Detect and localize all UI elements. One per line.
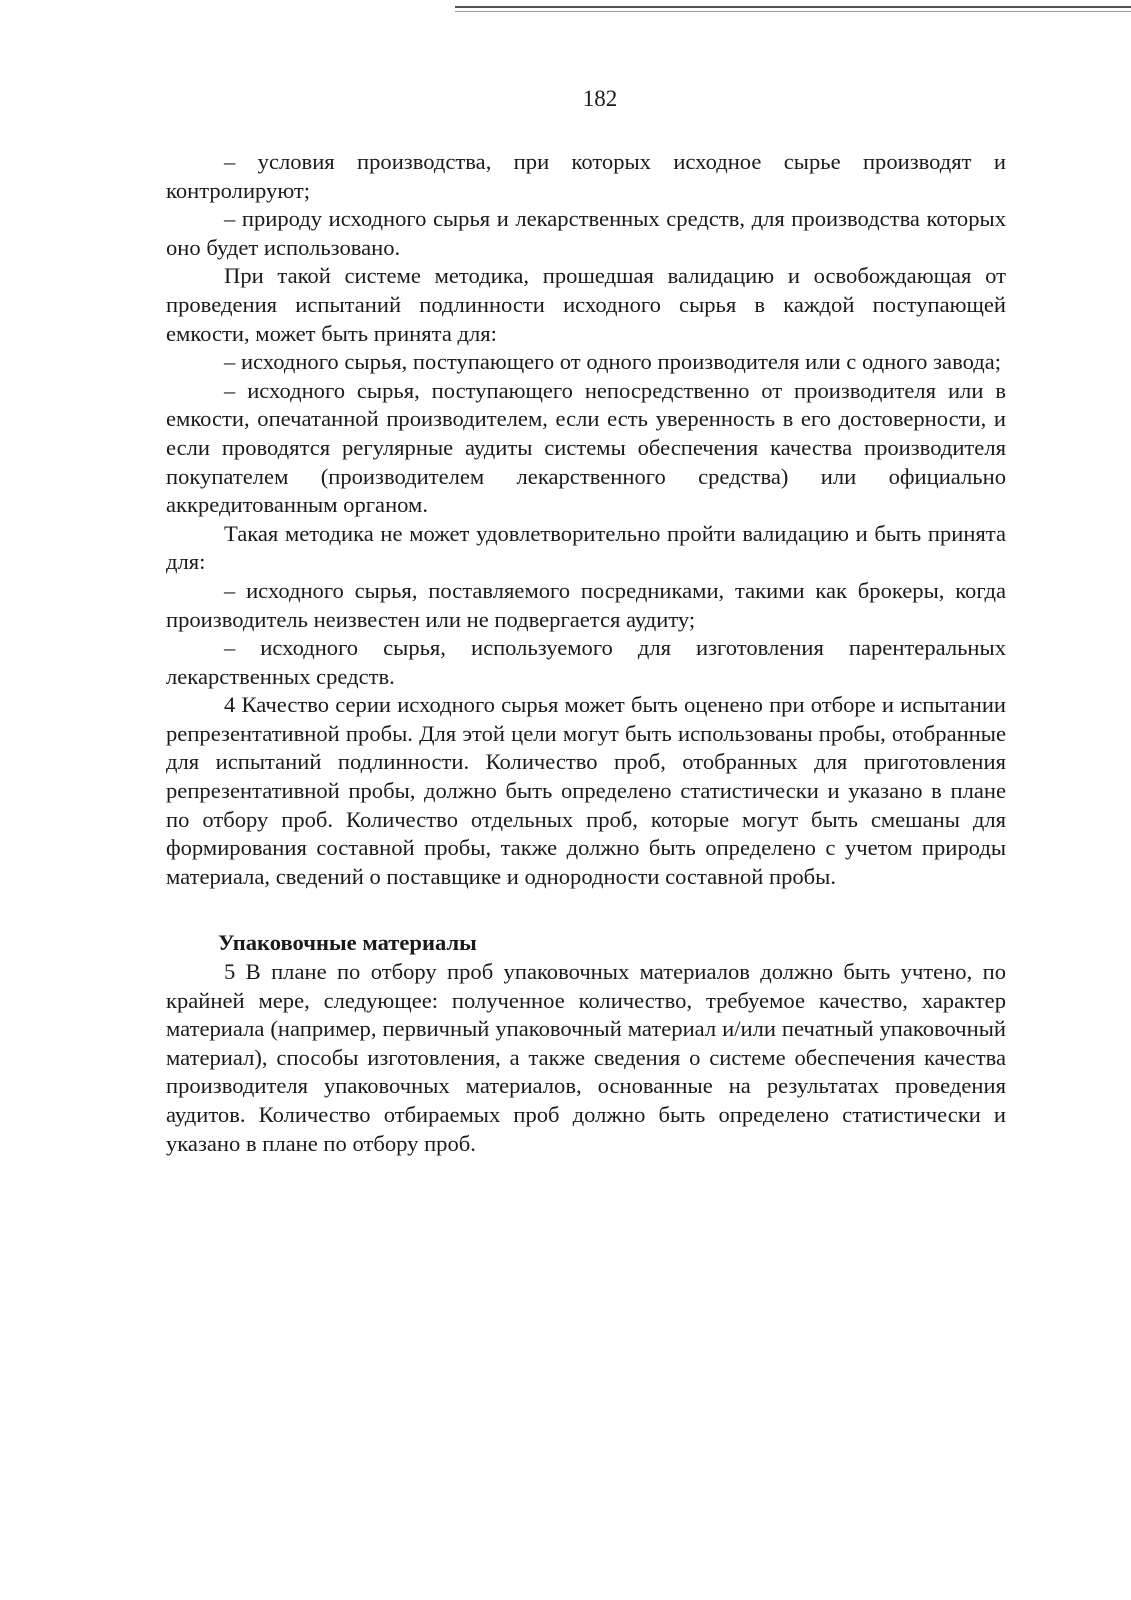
paragraph-parenteral: – исходного сырья, используемого для изготовления парентеральных лекарственных средств. [166,635,1006,689]
page-top-border-thin [455,11,1131,12]
paragraph-item-4: 4 Качество серии исходного сырья может быть оценено при отборе и испытании репрезентативной пробы. Для этой цели могут быть использованы пробы, отобранные для испытаний подлинности. Количество проб, отобранных для приготовления репрезентативной пробы, должно быть определено статистически и указано в плане по отбору проб. Количество отдельных проб, которые могут быть смешаны для формирования составной пробы, также должно быть определено с учетом природы материала, сведений о поставщике и однородности составной пробы. [166,692,1006,889]
page-number: 182 [582,86,618,111]
document-body [166,148,1006,1158]
paragraph-system-method: При такой системе методика, прошедшая валидацию и освобождающая от проведения испытаний подлинности исходного сырья в каждой поступающей емкости, может быть принята для: [166,263,1006,346]
section-heading: Упаковочные материалы [218,930,477,956]
paragraph-not-validated: Такая методика не может удовлетворительно пройти валидацию и быть принята для: [166,520,1006,575]
paragraph-direct-supply: – исходного сырья, поступающего непосредственно от производителя или в емкости, опечатанной производителем, если есть уверенность в его достоверности, и если проводятся регулярные аудиты системы обеспечения качества производителя покупателем (производителем лекарственного средства) или официально аккредитованным органом. [166,377,1006,518]
paragraph-nature: – природу исходного сырья и лекарственных средств, для производства которых оно будет использовано. [166,206,1006,260]
paragraph-item-5: 5 В плане по отбору проб упаковочных материалов должно быть учтено, по крайней мере, следующее: полученное количество, требуемое качество, характер материала (например, первичный упаковочный материал и/или печатный упаковочный материал), способы изготовления, а также сведения о системе обеспечения качества производителя упаковочных материалов, основанные на результатах проведения аудитов. Количество отбираемых проб должно быть определено статистически и указано в плане по отбору проб. [166,959,1006,1156]
page-top-border [455,6,1131,8]
paragraph-conditions: – условия производства, при которых исходное сырье производят и контролируют; [166,149,1006,203]
paragraph-brokers: – исходного сырья, поставляемого посредниками, такими как брокеры, когда производитель неизвестен или не подвергается аудиту; [166,577,1006,632]
paragraph-single-producer: – исходного сырья, поступающего от одного производителя или с одного завода; [224,349,1002,375]
page-number-container [0,86,1131,112]
